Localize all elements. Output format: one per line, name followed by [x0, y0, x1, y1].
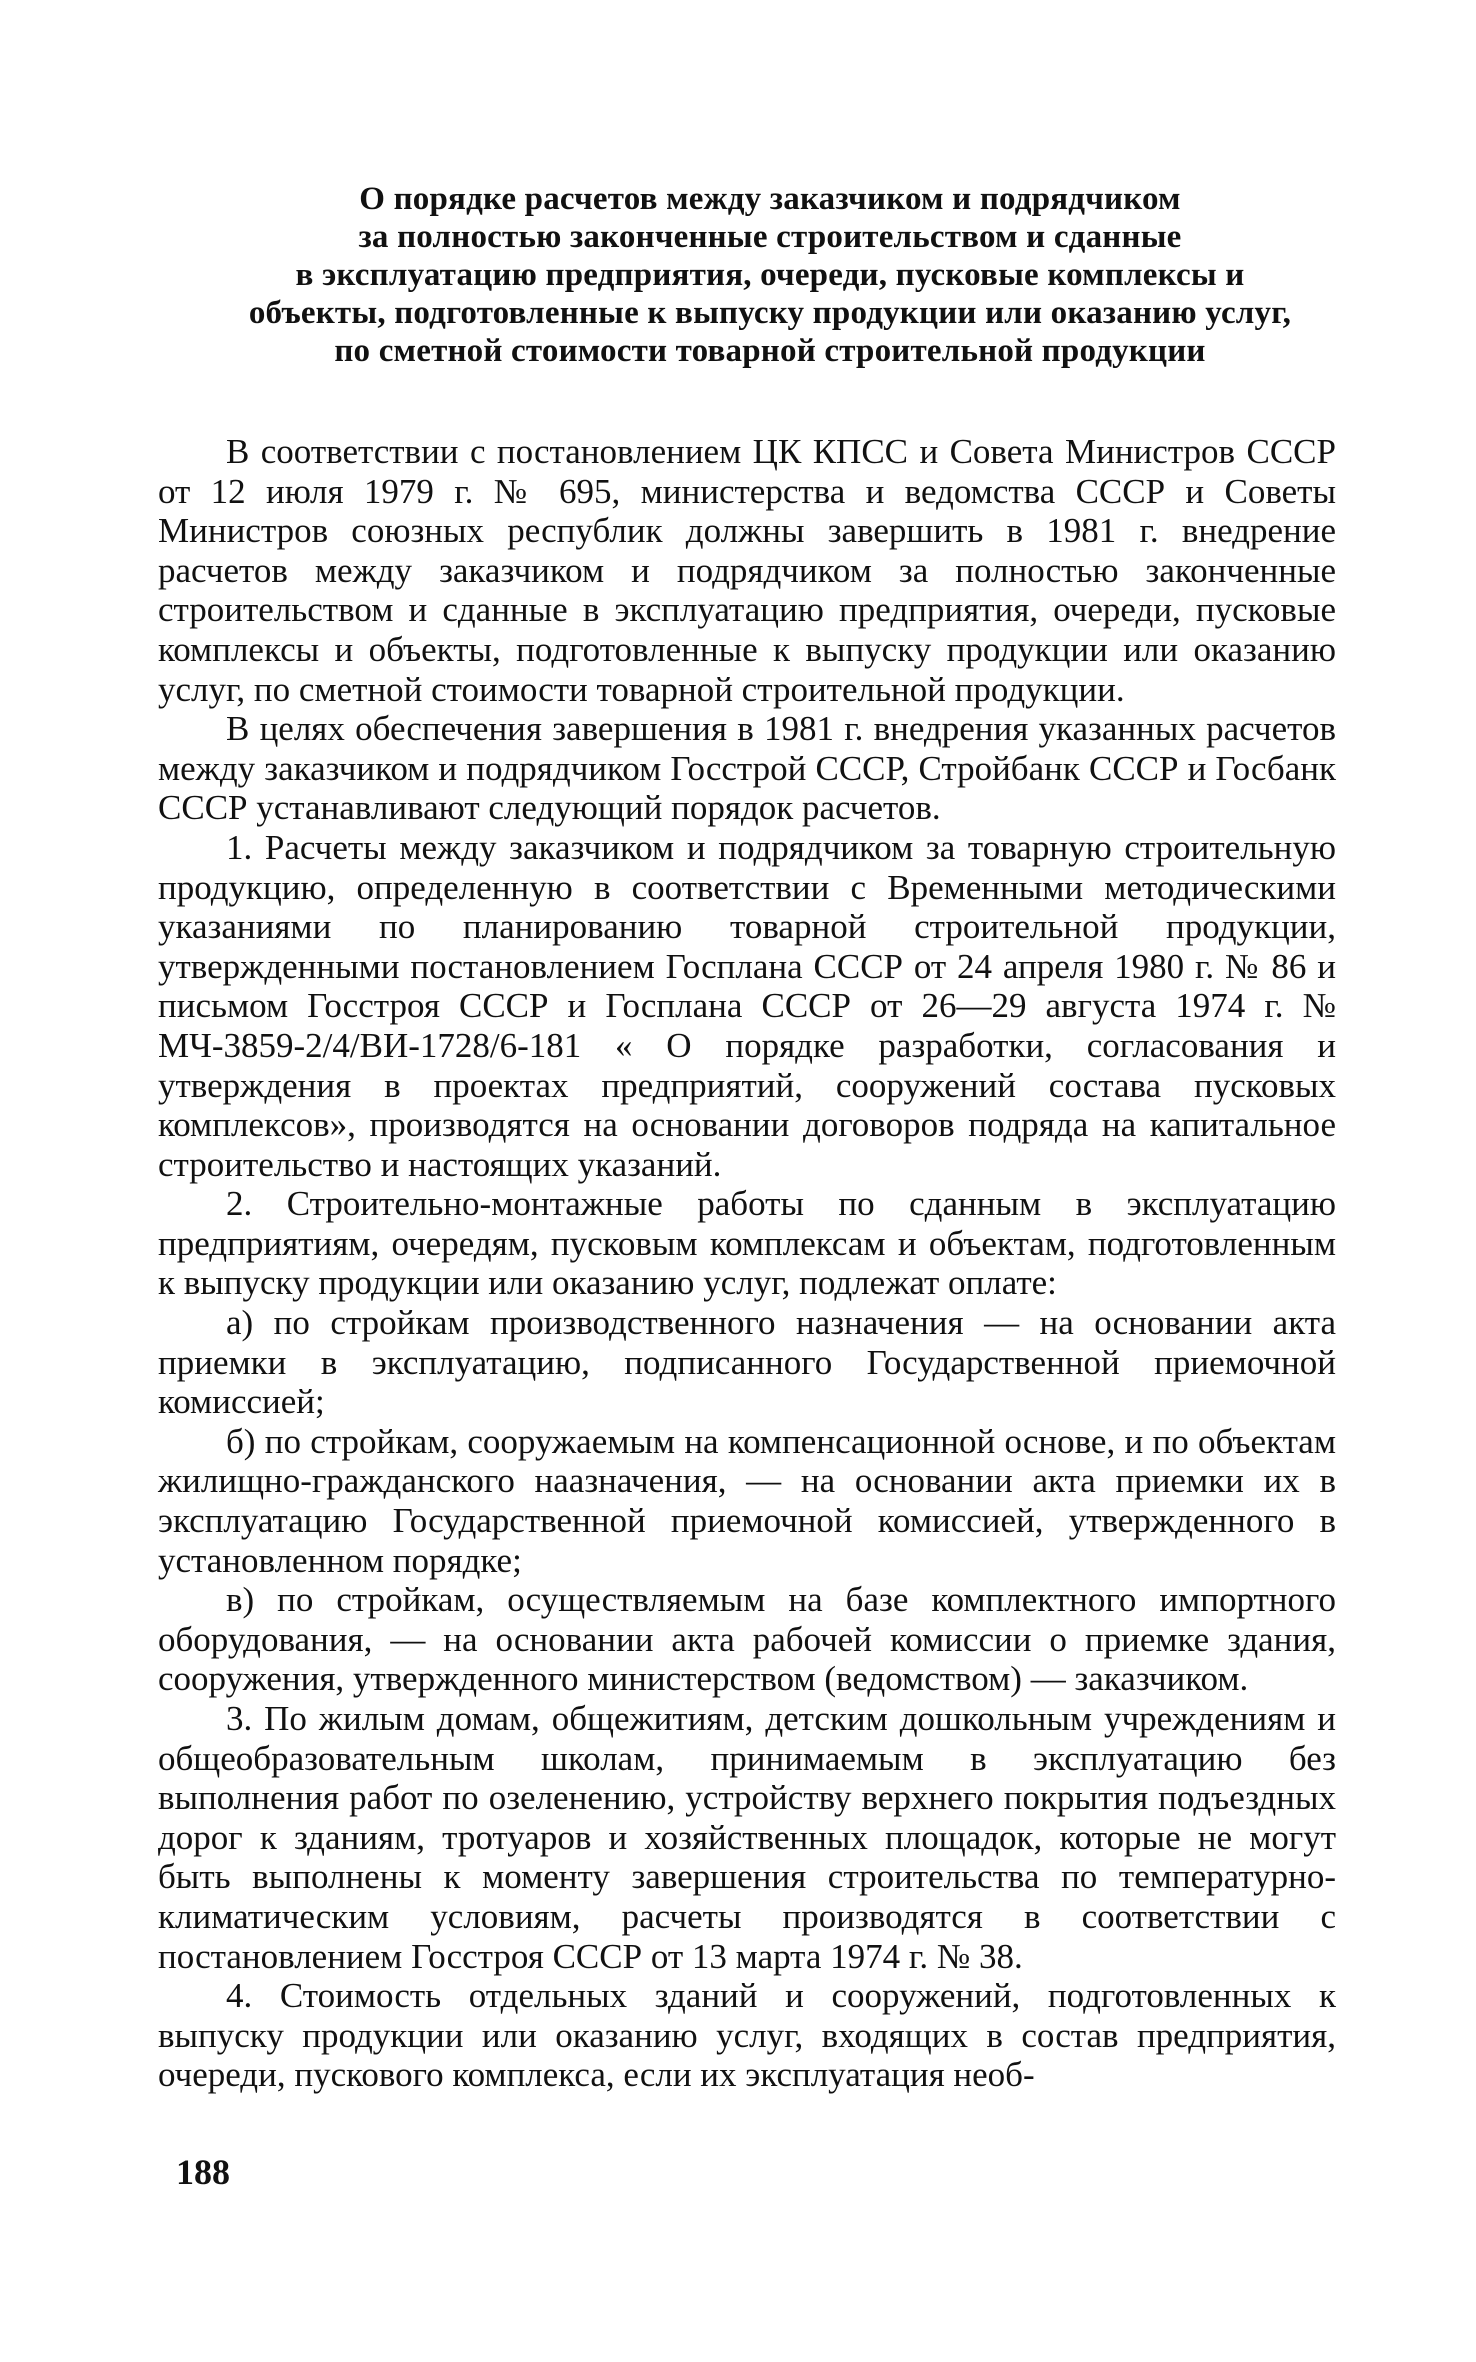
title-line: по сметной стоимости товарной строительной продукции — [334, 333, 1206, 369]
paragraph-purpose: В целях обеспечения завершения в 1981 г. внедрения указанных расчетов между заказчиком и подрядчиком Госстрой СССР, Стройбанк СССР и Госбанк СССР устанавливают следующий порядок расчетов. — [158, 709, 1336, 828]
paragraph-item-2c: в) по стройкам, осуществляемым на базе комплектного импортного оборудования, — на основании акта рабочей комиссии о приемке здания, сооружения, утвержденного министерством (ведомством) — заказчиком. — [158, 1580, 1336, 1699]
paragraph-item-2a: а) по стройкам производственного назначения — на основании акта приемки в эксплуатацию, подписанного Государственной приемочной комиссией; — [158, 1303, 1336, 1422]
title-line: в эксплуатацию предприятия, очереди, пусковые комплексы и — [295, 257, 1245, 293]
title-line: за полностью законченные строительством и сданные — [358, 219, 1182, 255]
paragraph-item-1: 1. Расчеты между заказчиком и подрядчиком за товарную строительную продукцию, определенную в соответствии с Временными методическими указаниями по планированию товарной строительной продукции, утвержденными постановлением Госплана СССР от 24 апреля 1980 г. № 86 и письмом Госстроя СССР и Госплана СССР от 26—29 августа 1974 г. № МЧ-3859-2/4/ВИ-1728/6-181 « О порядке разработки, согласования и утверждения в проектах предприятий, сооружений состава пусковых комплексов», производятся на основании договоров подряда на капитальное строительство и настоящих указаний. — [158, 827, 1336, 1184]
paragraph-item-3: 3. По жилым домам, общежитиям, детским дошкольным учреждениям и общеобразовательным школам, принимаемым в эксплуатацию без выполнения работ по озеленению, устройству верхнего покрытия подъездных дорог к зданиям, тротуаров и хозяйственных площадок, которые не могут быть выполнены к моменту завершения строительства по температурно-климатическим условиям, расчеты производятся в соответствии с постановлением Госстроя СССР от 13 марта 1974 г. № 38. — [158, 1699, 1336, 1976]
paragraph-item-2b: б) по стройкам, сооружаемым на компенсационной основе, и по объектам жилищно-гражданского наазначения, — на основании акта приемки их в эксплуатацию Государственной приемочной комиссией, утвержденного в установленном порядке; — [158, 1421, 1336, 1580]
page-number: 188 — [176, 2152, 230, 2192]
title-line: объекты, подготовленные к выпуску продукции или оказанию услуг, — [248, 295, 1292, 331]
document-body — [158, 432, 1336, 2095]
paragraph-item-4: 4. Стоимость отдельных зданий и сооружений, подготовленных к выпуску продукции или оказанию услуг, входящих в состав предприятия, очереди, пускового комплекса, если их эксплуатация необ- — [158, 1976, 1336, 2095]
document-title — [190, 180, 1350, 370]
paragraph-item-2: 2. Строительно-монтажные работы по сданным в эксплуатацию предприятиям, очередям, пусковым комплексам и объектам, подготовленным к выпуску продукции или оказанию услуг, подлежат оплате: — [158, 1184, 1336, 1303]
paragraph-intro: В соответствии с постановлением ЦК КПСС и Совета Министров СССР от 12 июля 1979 г. № 695, министерства и ведомства СССР и Советы Министров союзных республик должны завершить в 1981 г. внедрение расчетов между заказчиком и подрядчиком за полностью законченные строительством и сданные в эксплуатацию предприятия, очереди, пусковые комплексы и объекты, подготовленные к выпуску продукции или оказанию услуг, по сметной стоимости товарной строительной продукции. — [158, 432, 1336, 709]
title-line: О порядке расчетов между заказчиком и подрядчиком — [359, 181, 1181, 217]
